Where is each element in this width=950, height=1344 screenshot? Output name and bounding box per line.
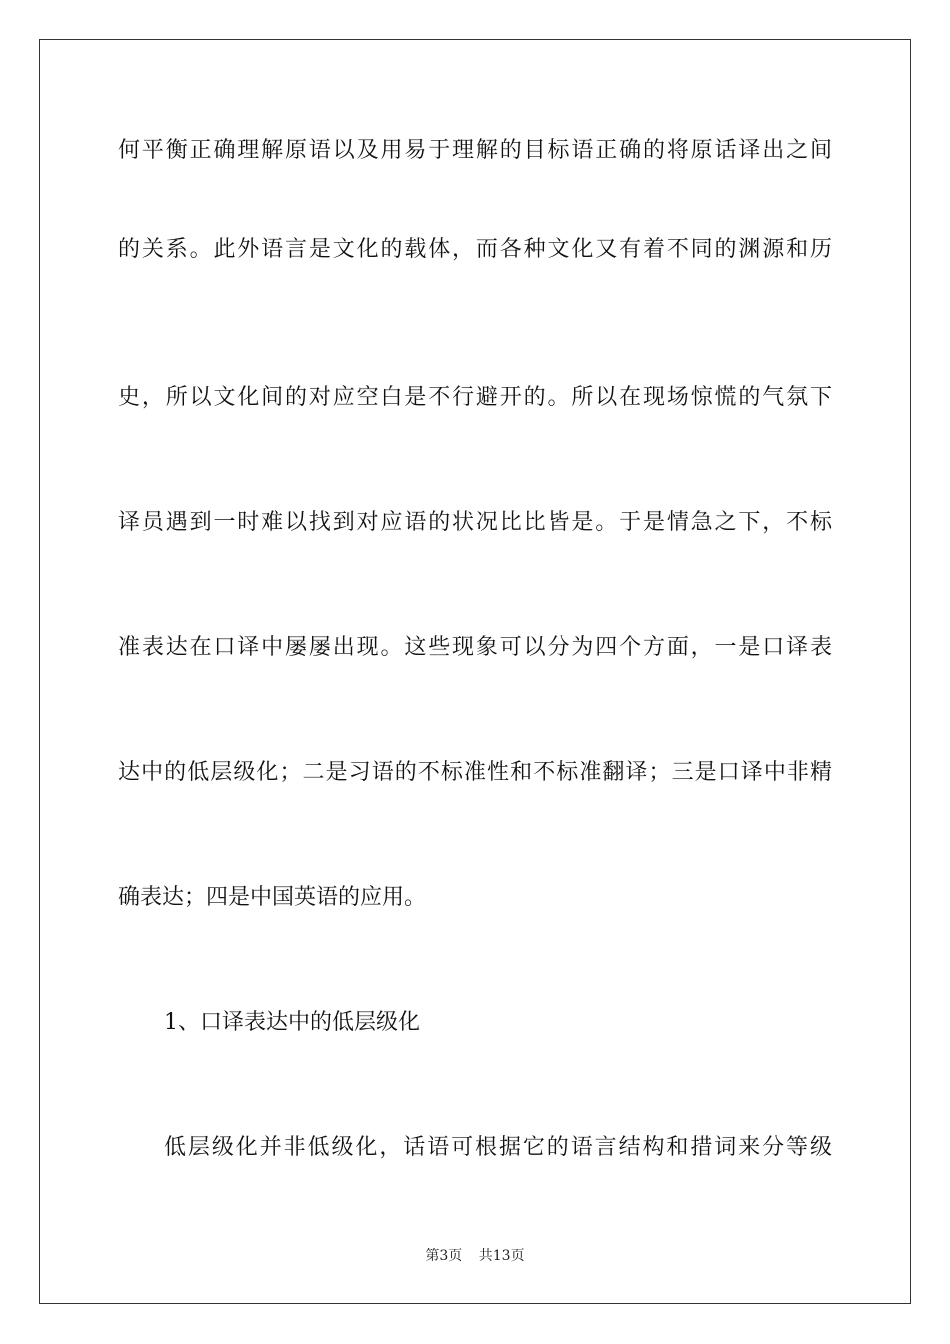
text-line: 达中的低层级化；二是习语的不标准性和不标准翻译；三是口译中非精 [118,760,832,785]
text-line: 的关系。此外语言是文化的载体，而各种文化又有着不同的渊源和历 [118,237,832,262]
text-line: 史，所以文化间的对应空白是不行避开的。所以在现场惊慌的气氛下 [118,385,832,410]
page-total: 共13页 [478,1248,525,1264]
text-line: 准表达在口译中屡屡出现。这些现象可以分为四个方面，一是口译表 [118,635,832,660]
section-heading: 1、口译表达中的低层级化 [164,1010,420,1035]
text-line: 何平衡正确理解原语以及用易于理解的目标语正确的将原话译出之间 [118,138,832,163]
page-footer [0,1246,950,1266]
text-line: 译员遇到一时难以找到对应语的状况比比皆是。于是情急之下，不标 [118,510,832,535]
body-paragraph-2: 低层级化并非低级化，话语可根据它的语言结构和措词来分等级 [164,1135,832,1160]
page-number: 第3页 [425,1248,463,1264]
text-line: 确表达；四是中国英语的应用。 [118,885,427,910]
page-border [39,39,911,1304]
